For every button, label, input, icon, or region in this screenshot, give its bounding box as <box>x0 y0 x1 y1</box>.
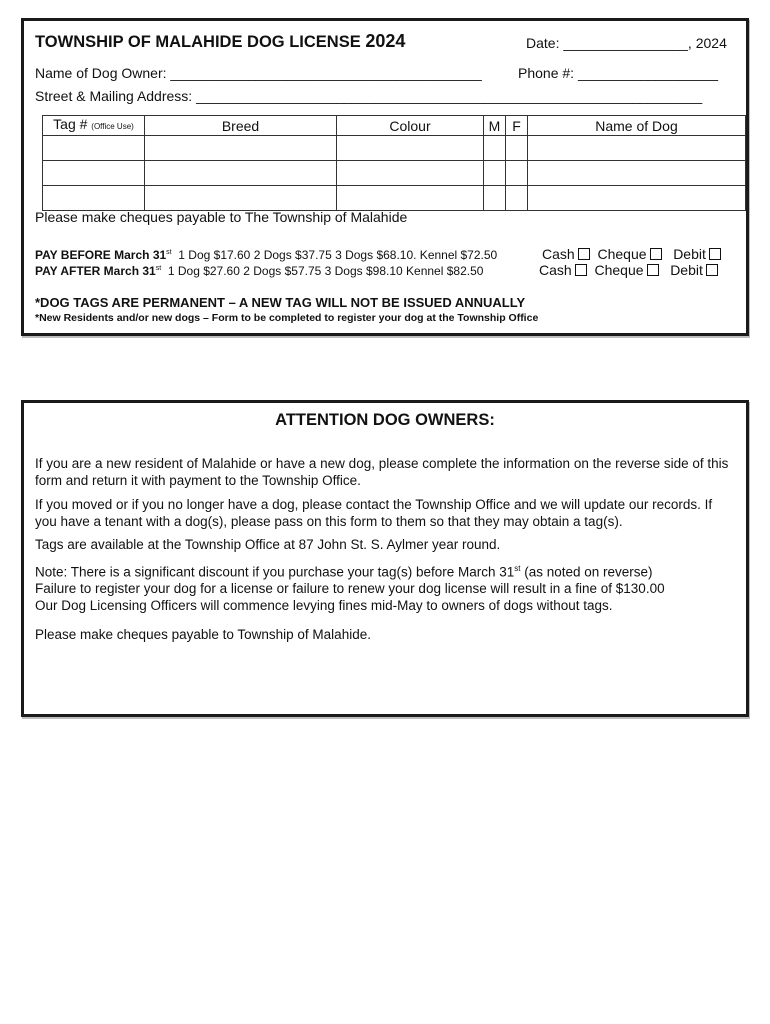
table-header-row <box>43 116 746 136</box>
colour-cell[interactable] <box>337 186 484 211</box>
tag-cell[interactable] <box>43 161 145 186</box>
male-cell[interactable] <box>484 136 506 161</box>
debit-checkbox[interactable] <box>706 264 718 276</box>
note-paragraph: Note: There is a significant discount if you purchase your tag(s) before March 31st (as noted on reverse) Failure to register your dog for a license or failure to renew your dog license will result in a fine of $130.00 Our Dog Licensing Officers will commence levying fines mid-May to owners of dogs without tags. <box>35 564 665 613</box>
colour-header: Colour <box>337 116 484 136</box>
dog-name-cell[interactable] <box>528 136 746 161</box>
colour-cell[interactable] <box>337 161 484 186</box>
owner-name-field[interactable]: Name of Dog Owner: ________________________________________ <box>35 65 482 81</box>
dog-name-header: Name of Dog <box>528 116 746 136</box>
cheque-checkbox[interactable] <box>647 264 659 276</box>
cash-checkbox[interactable] <box>578 248 590 260</box>
female-cell[interactable] <box>506 136 528 161</box>
pay-after-options: Cash Cheque Debit <box>539 262 718 278</box>
colour-cell[interactable] <box>337 136 484 161</box>
female-header: F <box>506 116 528 136</box>
pay-before-row: PAY BEFORE March 31st 1 Dog $17.60 2 Dogs $37.75 3 Dogs $68.10. Kennel $72.50 <box>35 248 498 262</box>
tag-cell[interactable] <box>43 186 145 211</box>
tag-cell[interactable] <box>43 136 145 161</box>
form-year: 2024 <box>365 31 406 51</box>
license-form <box>21 18 749 336</box>
table-row <box>43 136 746 161</box>
male-cell[interactable] <box>484 161 506 186</box>
new-residents-notice: *New Residents and/or new dogs – Form to be completed to register your dog at the Township Office <box>35 312 539 324</box>
male-cell[interactable] <box>484 186 506 211</box>
table-row <box>43 186 746 211</box>
dog-name-cell[interactable] <box>528 186 746 211</box>
pay-after-row: PAY AFTER March 31st 1 Dog $27.60 2 Dogs $57.75 3 Dogs $98.10 Kennel $82.50 <box>35 264 484 278</box>
pay-after-prices: 1 Dog $27.60 2 Dogs $57.75 3 Dogs $98.10 Kennel $82.50 <box>167 264 484 278</box>
officers-line: Our Dog Licensing Officers will commence levying fines mid-May to owners of dogs without tags. <box>35 597 613 613</box>
female-cell[interactable] <box>506 161 528 186</box>
dog-name-cell[interactable] <box>528 161 746 186</box>
moved-paragraph: If you moved or if you no longer have a dog, please contact the Township Office and we will update our records. If you have a tenant with a dog(s), please pass on this form to them so that they may obtain a tag(s). <box>35 497 713 529</box>
breed-cell[interactable] <box>145 136 337 161</box>
male-header: M <box>484 116 506 136</box>
dog-registration-table <box>42 115 746 211</box>
breed-cell[interactable] <box>145 186 337 211</box>
date-field[interactable]: Date: ________________, 2024 <box>526 35 727 51</box>
breed-cell[interactable] <box>145 161 337 186</box>
phone-field[interactable]: Phone #: __________________ <box>518 65 719 81</box>
office-use-note: (Office Use) <box>91 122 134 131</box>
address-field[interactable]: Street & Mailing Address: _________________________________________________________________ <box>35 88 703 104</box>
cash-checkbox[interactable] <box>575 264 587 276</box>
tags-available-paragraph: Tags are available at the Township Office at 87 John St. S. Aylmer year round. <box>35 537 501 552</box>
pay-before-options: Cash Cheque Debit <box>542 246 721 262</box>
attention-notice <box>21 400 749 717</box>
tag-header: Tag # (Office Use) <box>43 116 145 136</box>
female-cell[interactable] <box>506 186 528 211</box>
new-resident-paragraph: If you are a new resident of Malahide or have a new dog, please complete the information on the reverse side of this form and return it with payment to the Township Office. <box>35 456 729 488</box>
pay-before-prices: 1 Dog $17.60 2 Dogs $37.75 3 Dogs $68.10. Kennel $72.50 <box>178 248 498 262</box>
cheque-payable-line: Please make cheques payable to Township of Malahide. <box>35 627 371 642</box>
fine-line: Failure to register your dog for a license or failure to renew your dog license will result in a fine of $130.00 <box>35 581 665 596</box>
form-title-text: TOWNSHIP OF MALAHIDE DOG LICENSE <box>35 33 361 51</box>
breed-header: Breed <box>145 116 337 136</box>
form-title <box>35 31 405 52</box>
debit-checkbox[interactable] <box>709 248 721 260</box>
table-row <box>43 161 746 186</box>
cheque-checkbox[interactable] <box>650 248 662 260</box>
attention-title: ATTENTION DOG OWNERS: <box>275 411 495 429</box>
cheque-payable-note: Please make cheques payable to The Township of Malahide <box>35 209 408 225</box>
permanent-tag-notice: *DOG TAGS ARE PERMANENT – A NEW TAG WILL NOT BE ISSUED ANNUALLY <box>35 295 526 310</box>
